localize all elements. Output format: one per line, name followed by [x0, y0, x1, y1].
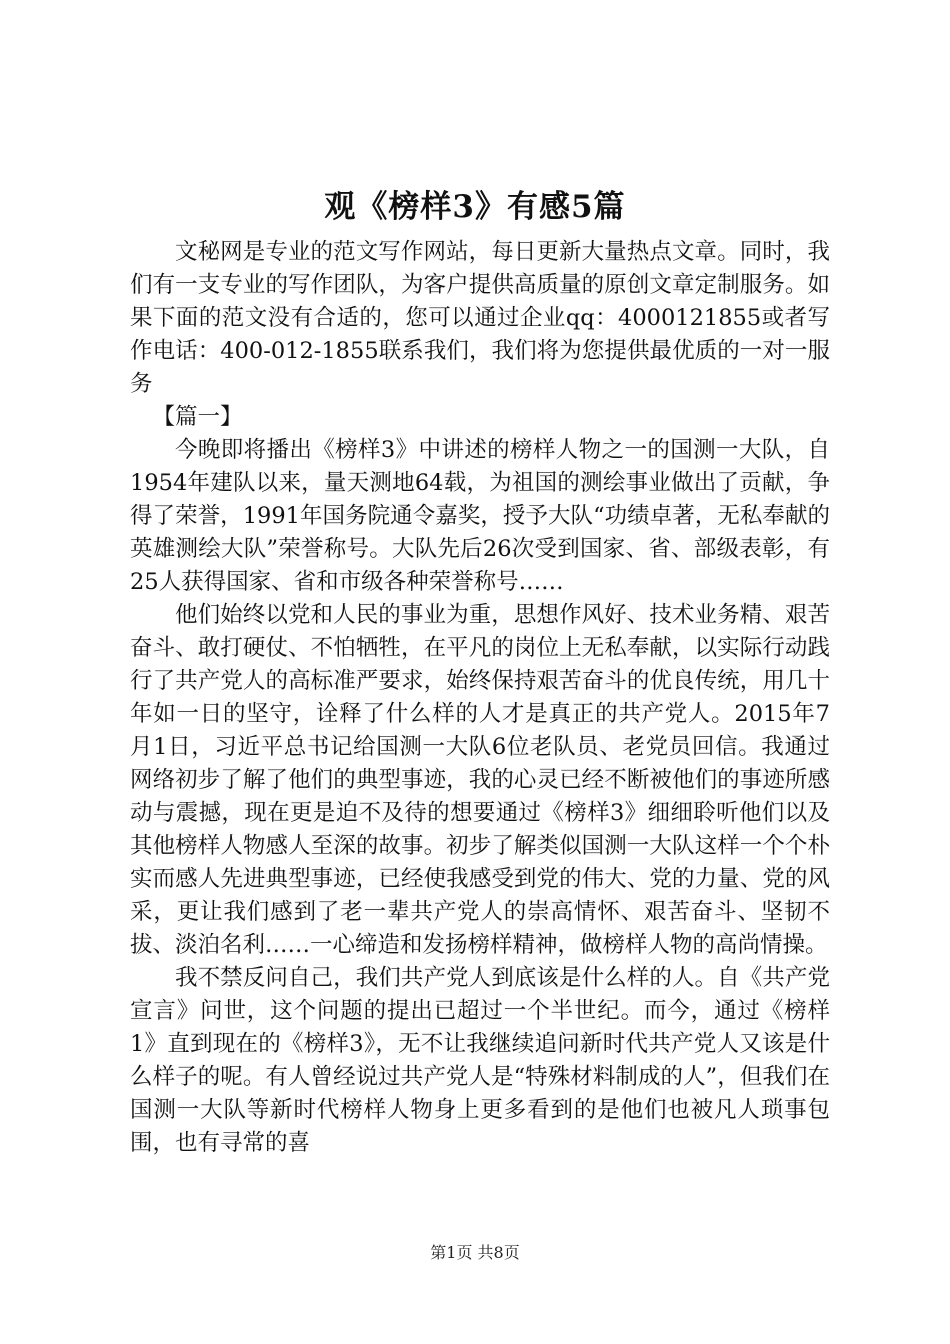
section-heading: 【篇一】: [152, 404, 243, 430]
page-number-footer: 第1页 共8页: [430, 1243, 520, 1262]
body-paragraph: 他们始终以党和人民的事业为重，思想作风好、技术业务精、艰苦奋斗、敢打硬仗、不怕牺牲，在平凡的岗位上无私奉献，以实际行动践行了共产党人的高标准严要求，始终保持艰苦奋斗的优良传统，用几十年如一日的坚守，诠释了什么样的人才是真正的共产党人。2015年7月1日，习近平总书记给国测一大队6位老队员、老党员回信。我通过网络初步了解了他们的典型事迹，我的心灵已经不断被他们的事迹所感动与震撼，现在更是迫不及待的想要通过《榜样3》细细聆听他们以及其他榜样人物感人至深的故事。初步了解类似国测一大队这样一个个朴实而感人先进典型事迹，已经使我感受到党的伟大、党的力量、党的风采，更让我们感到了老一辈共产党人的崇高情怀、艰苦奋斗、坚韧不拔、淡泊名利……一心缔造和发扬榜样精神，做榜样人物的高尚情操。: [130, 602, 830, 958]
document-title: 观《榜样3》有感5篇: [324, 189, 626, 225]
body-paragraph: 今晚即将播出《榜样3》中讲述的榜样人物之一的国测一大队，自1954年建队以来，量天测地64载，为祖国的测绘事业做出了贡献，争得了荣誉，1991年国务院通令嘉奖，授予大队“功绩卓著，无私奉献的英雄测绘大队”荣誉称号。大队先后26次受到国家、省、部级表彰，有25人获得国家、省和市级各种荣誉称号……: [130, 437, 830, 595]
document-body: [130, 236, 830, 1160]
intro-paragraph: 文秘网是专业的范文写作网站，每日更新大量热点文章。同时，我们有一支专业的写作团队，为客户提供高质量的原创文章定制服务。如果下面的范文没有合适的，您可以通过企业qq：4000121855或者写作电话：400-012-1855联系我们，我们将为您提供最优质的一对一服务: [130, 239, 830, 397]
body-paragraph: 我不禁反问自己，我们共产党人到底该是什么样的人。自《共产党宣言》问世，这个问题的提出已超过一个半世纪。而今，通过《榜样1》直到现在的《榜样3》，无不让我继续追问新时代共产党人又该是什么样子的呢。有人曾经说过共产党人是“特殊材料制成的人”，但我们在国测一大队等新时代榜样人物身上更多看到的是他们也被凡人琐事包围，也有寻常的喜: [130, 965, 830, 1156]
